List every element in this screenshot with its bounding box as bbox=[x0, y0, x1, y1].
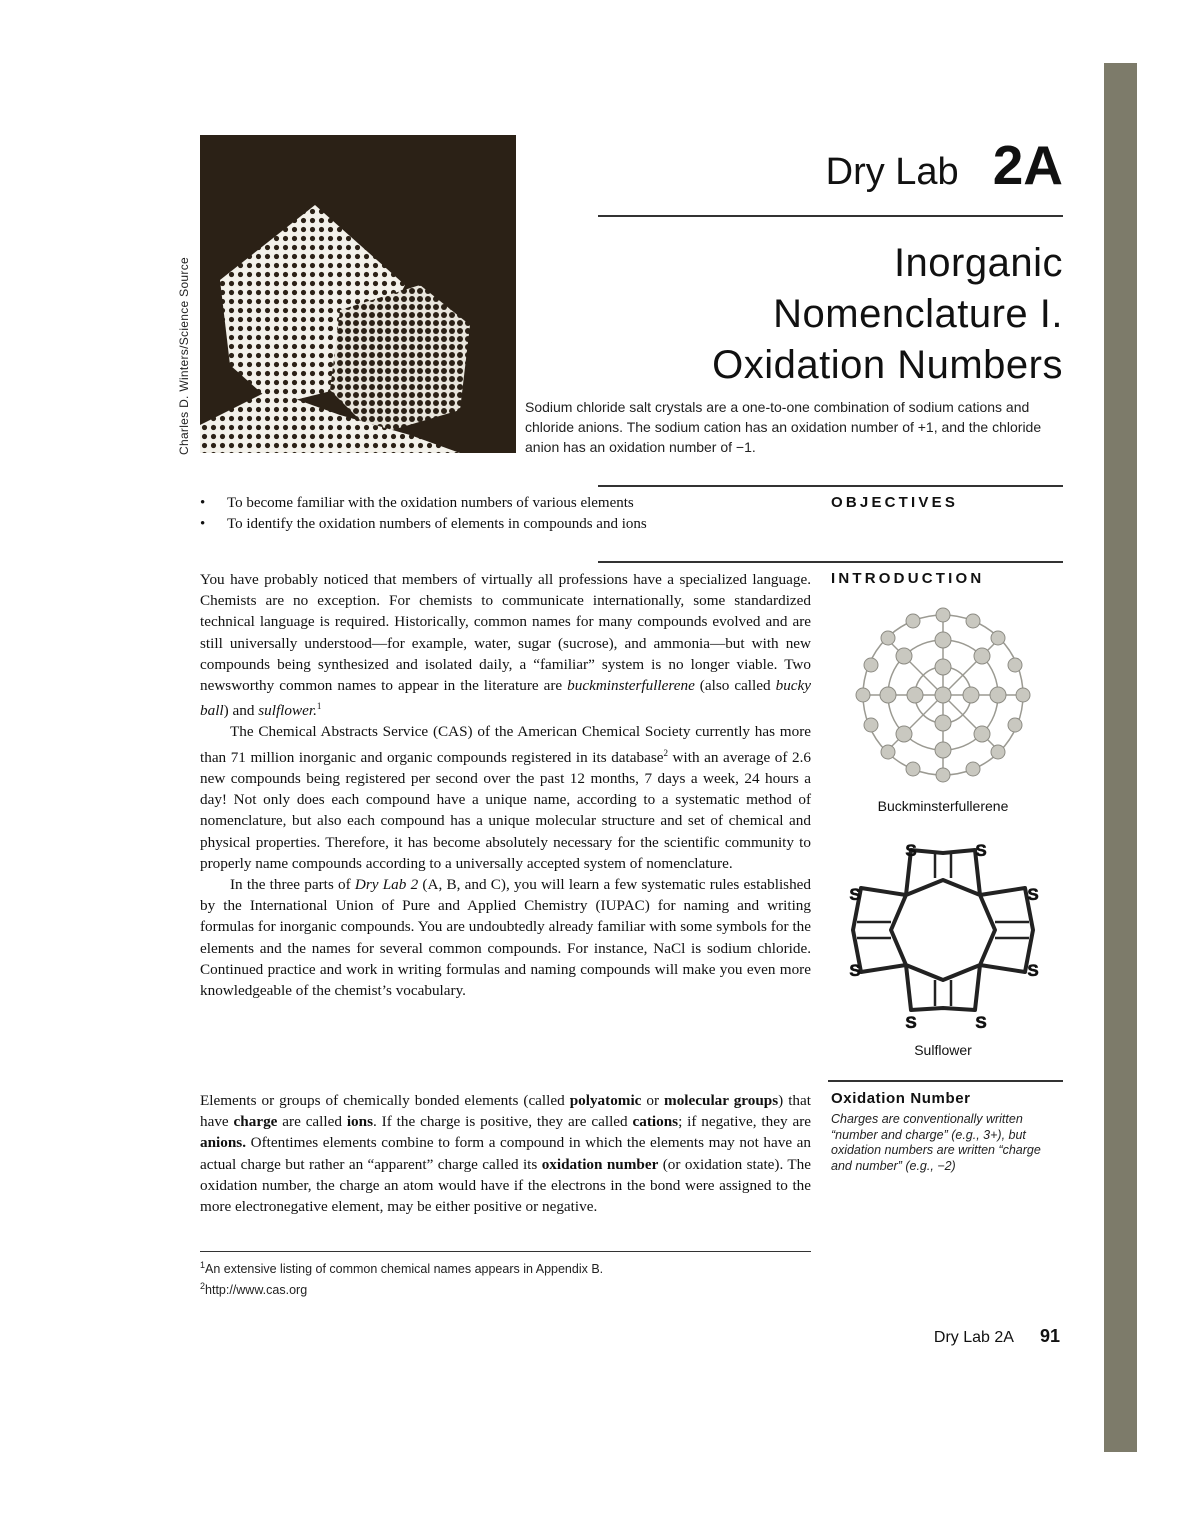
introduction-heading: INTRODUCTION bbox=[831, 570, 985, 587]
title-line-3: Oxidation Numbers bbox=[712, 343, 1063, 387]
introduction-divider bbox=[598, 561, 1063, 563]
photo-credit: Charles D. Winters/Science Source bbox=[177, 257, 191, 455]
oxidation-margin-note: Charges are conventionally written “number and charge” (e.g., 3+), but oxidation numbers are written “charge and number” (e.g., −2) bbox=[831, 1112, 1041, 1173]
oxidation-body bbox=[200, 1090, 811, 1217]
footnote-divider bbox=[200, 1251, 811, 1252]
buckminsterfullerene-illustration bbox=[843, 595, 1043, 795]
footnote-ref-2[interactable]: 2 bbox=[663, 747, 668, 758]
sulfur-atom: S bbox=[849, 885, 861, 904]
sulflower-caption: Sulflower bbox=[914, 1042, 972, 1058]
title-divider bbox=[598, 215, 1063, 217]
lab-label: Dry Lab bbox=[825, 151, 959, 193]
sulfur-atom: S bbox=[905, 841, 917, 860]
sulfur-atom: S bbox=[905, 1013, 917, 1032]
lab-title bbox=[826, 133, 1063, 197]
oxidation-heading: Oxidation Number bbox=[831, 1090, 971, 1107]
chapter-title bbox=[712, 238, 1063, 391]
objectives-heading: OBJECTIVES bbox=[831, 494, 959, 511]
oxidation-divider bbox=[828, 1080, 1063, 1082]
sulfur-atom: S bbox=[849, 961, 861, 980]
introduction-body bbox=[200, 569, 811, 1001]
footnote-ref-1[interactable]: 1 bbox=[316, 701, 322, 712]
footer-label: Dry Lab 2A bbox=[933, 1329, 1014, 1346]
title-line-2: Nomenclature I. bbox=[773, 292, 1063, 336]
salt-crystal-photo bbox=[200, 135, 516, 453]
objectives-divider bbox=[598, 485, 1063, 487]
sulflower-illustration bbox=[843, 828, 1043, 1033]
objective-item: • To become familiar with the oxidation numbers of various elements bbox=[200, 493, 810, 514]
footnote-1: $^1$An extensive listing of common chemical names appears in Appendix B. bbox=[200, 1260, 604, 1277]
lab-number: 2A bbox=[992, 134, 1063, 196]
footnote-2[interactable]: $^2$http://www.cas.org bbox=[200, 1281, 308, 1298]
sulfur-atom: S bbox=[1027, 885, 1039, 904]
oxidation-paragraph: Elements or groups of chemically bonded elements (called polyatomic or molecular groups) that have charge are called ions. If the charge is positive, they are called cations; if negative, they are anions. Oftentimes elements combine to form a compound in which the elements may not have an actual charge but rather an “apparent” charge called its oxidation number (or oxidation state). The oxidation number, the charge an atom would have if the electrons in the bond were assigned to the more electronegative element, may be either positive or negative. bbox=[200, 1092, 811, 1216]
sulfur-atom: S bbox=[1027, 961, 1039, 980]
title-line-1: Inorganic bbox=[893, 241, 1063, 285]
intro-paragraph-1: You have probably noticed that members of virtually all professions have a specialized language. Chemists are no exception. For chemists to communicate internationally, some standardized technical language is required. Historically, common names for many compounds evolved and are still universally understood—for example, water, sugar (sucrose), and ammonia—but with new compounds being synthesized and isolated daily, a “familiar” system is no longer viable. Two newsworthy common names to appear in the literature are buckminsterfullerene (also called bucky ball) and sulflower.$^1$ bbox=[200, 571, 812, 720]
buckminsterfullerene-caption: Buckminsterfullerene bbox=[877, 798, 1009, 814]
objective-item: • To identify the oxidation numbers of elements in compounds and ions bbox=[200, 514, 810, 535]
photo-caption: Sodium chloride salt crystals are a one-to-one combination of sodium cations and chloride anions. The sodium cation has an oxidation number of +1, and the chloride anion has an oxidation number of −1. bbox=[525, 399, 1042, 455]
objectives-list bbox=[200, 493, 810, 535]
page-number: 91 bbox=[1039, 1326, 1060, 1346]
sulfur-atom: S bbox=[975, 1013, 987, 1032]
page-footer bbox=[934, 1326, 1060, 1347]
sulfur-atom: S bbox=[975, 841, 987, 860]
footnotes bbox=[200, 1257, 603, 1299]
salt-crystal-image bbox=[200, 135, 516, 453]
intro-paragraph-2: The Chemical Abstracts Service (CAS) of the American Chemical Society currently has more than 71 million inorganic and organic compounds registered in its database$^2$ with an average of 2.6 new compounds being registered per second over the past 12 months, 7 days a week, 24 hours a day! Not only does each compound have a unique name, according to a systematic method of nomenclature, but also each compound has a unique molecular structure and set of chemical and physical properties. Therefore, it has become absolutely necessary for the scientific community to properly name compounds according to a universally accepted system of nomenclature. bbox=[200, 723, 811, 872]
page-edge-strip bbox=[1104, 63, 1137, 1452]
intro-paragraph-3: In the three parts of Dry Lab 2 (A, B, and C), you will learn a few systematic rules established by the International Union of Pure and Applied Chemistry (IUPAC) for naming and writing formulas for inorganic compounds. You are undoubtedly already familiar with some symbols for the elements and the names for several common compounds. For instance, NaCl is sodium chloride. Continued practice and work in writing formulas and naming compounds will make you even more knowledgeable of the chemist’s vocabulary. bbox=[200, 875, 812, 999]
